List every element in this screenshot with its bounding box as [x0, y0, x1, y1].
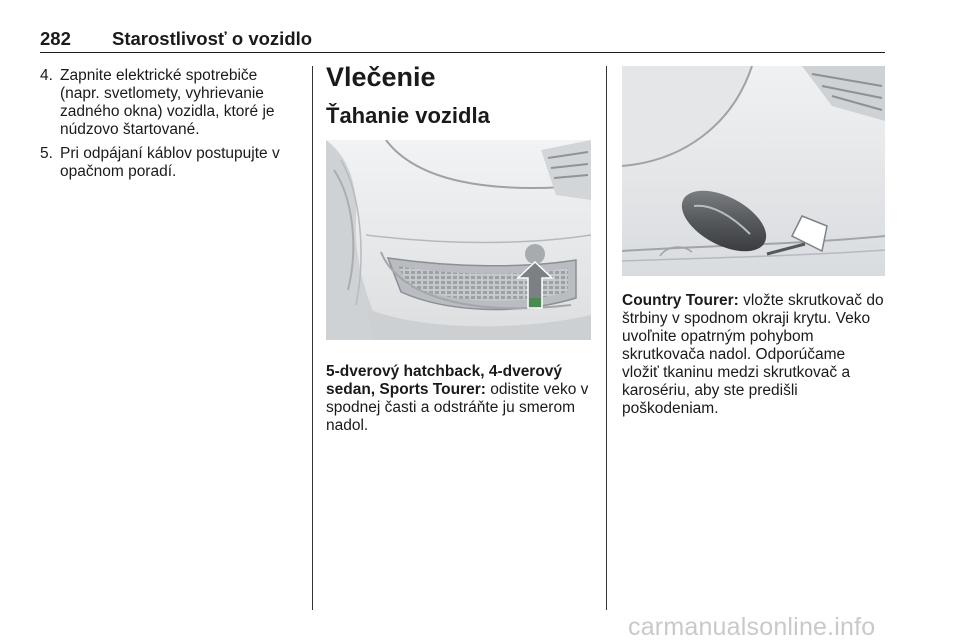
section-subtitle: Ťahanie vozidla — [326, 103, 490, 128]
column-divider-right — [606, 66, 607, 610]
step-number: 5. — [40, 145, 53, 162]
section-title: Vlečenie — [326, 62, 436, 92]
column-divider-left — [312, 66, 313, 610]
front-bumper-illustration — [326, 140, 591, 340]
step-list — [40, 67, 302, 187]
watermark: carmanualsonline.info — [628, 613, 876, 641]
page-number: 282 — [40, 28, 71, 49]
step-number: 4. — [40, 67, 53, 84]
page-header — [40, 28, 885, 53]
list-item: 4. Zapnite elektrické spotrebiče (napr. svetlomety, vyhrievanie zadného okna) vozidla, ktoré je núdzovo štartované. — [40, 67, 275, 138]
caption-hatchback-sedan: 5-dverový hatchback, 4-dverový sedan, Sports Tourer: odistite veko v spodnej časti a odstráňte ju smerom nadol. — [326, 363, 589, 434]
chapter-title: Starostlivosť o vozidlo — [112, 28, 313, 49]
screwdriver-cover-illustration — [622, 66, 885, 276]
caption-country-tourer: Country Tourer: vložte skrutkovač do štrbiny v spodnom okraji krytu. Veko uvoľnite opatrným pohybom skrutkovača nadol. Odporúčame vložiť tkaninu medzi skrutkovač a karosériu, aby ste predišli poškodeniam. — [622, 292, 884, 417]
list-item: 5. Pri odpájaní káblov postupujte v opačnom poradí. — [40, 145, 280, 180]
